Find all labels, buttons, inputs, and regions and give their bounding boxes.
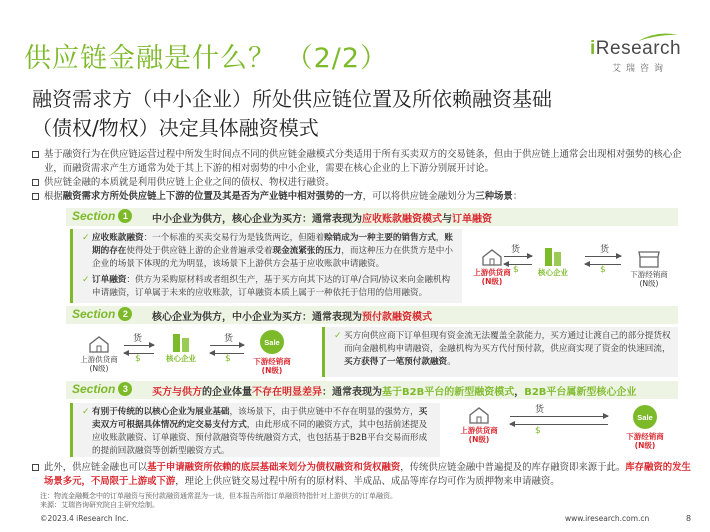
sale-badge-icon (632, 404, 658, 430)
shop-icon (638, 250, 660, 268)
house-icon (481, 248, 503, 266)
core-enterprise-node: 核心企业 (155, 330, 207, 363)
svg-text:Sale: Sale (637, 413, 653, 422)
svg-text:Sale: Sale (264, 338, 280, 347)
check-icon: ✓ (82, 407, 90, 417)
core-enterprise-node: 核心企业 (533, 244, 573, 277)
check-icon: ✓ (82, 233, 90, 243)
logo-swoosh-icon (638, 32, 678, 42)
check-icon: ✓ (82, 275, 90, 285)
page-subtitle: 融资需求方（中小企业）所处供应链位置及所依赖融资基础 （债权/物权）决定具体融资模式 (32, 87, 552, 140)
distributor-node: 下游经销商 (N级) (622, 250, 676, 288)
check-icon: ✓ (334, 331, 342, 341)
page-number: 8 (686, 514, 692, 523)
iresearch-logo: iResearch 艾瑞咨询 (590, 38, 690, 78)
section-2-header: Section 2 核心企业为供方，中小企业为买方：通常表现为预付款融资模式 (66, 306, 678, 324)
footnote: 注：物流金融概念中的订单融资与预付款融资通常混为一谈，但本报告所指订单融资特指针对上游供方的订单融资。 (40, 492, 397, 500)
house-icon (88, 335, 110, 353)
section-1-description: ✓ 应收账款融资：一个标准的买卖交易行为是钱货两讫，但随着赊销成为一种主要的销售方式，账期的存在使得处于供应链上游的企业普遍承受着现金流紧张的压力，而这种压力在供货方是中小企业的场景下体现的尤为明显，该场景下上游供方会基于应收账款申请融资。 ✓ 订单融资：供方为采购原材料或者组织生产，基于买方向其下达的订单/合同/协议来向金融机构申请融资，订单属于未来的应收账款，订单融资本质上属于一种依托于信用的信用融资。 (70, 229, 462, 303)
page-title: 供应链金融是什么？ （2/2） (24, 43, 389, 74)
section-2-description: ✓ 买方向供应商下订单但现有资金流无法覆盖全款能力，买方通过让渡自己的部分提货权而向金融机构申请融资，金融机构为买方代付预付款，供应商实现了资金的快速回流，买方获得了一笔预付款融资。 (322, 327, 678, 377)
section-3-header: Section 3 买方与供方的企业体量不存在明显差异：通常表现为基于B2B平台的新型融资模式，B2B平台属新型核心企业 (66, 381, 678, 399)
house-icon (468, 406, 490, 424)
bullet-4: 此外，供应链金融也可以基于申请融资所依赖的底层基础来划分为债权融资和货权融资，传统供应链金融中普遍提及的库存融资即来源于此。库存融资的发生场景多元，不局限于上游或下游，理论上供应链交易过程中所有的原材料、半成品、成品等库存均可作为质押物来申请融资。 (32, 461, 692, 489)
supplier-node: 上游供货商 (N级) (466, 248, 518, 286)
bullet-1: 基于融资行为在供应链运营过程中所发生时间点不同的供应链金融模式分类适用于所有买卖双方的交易链条，但由于供应链上通常会出现相对强势的核心企业，而融资需求产生方通常为处于其上下游的相对弱势的中小企业，需要在核心企业的上下游分别展开讨论。 (32, 148, 692, 176)
section-3-description: ✓ 有别于传统的以核心企业为展业基础，该场景下，由于供应链中不存在明显的强势方，买卖双方可根据具体情况约定交易支付方式，由此形成不同的融资方式，其中包括前述提及应收账款融资、订单融资、预付款融资等传统融资方式，也包括基于B2B平台交易而形成的提前回款融资等创新型融资方式。 (70, 403, 440, 457)
supplier-node: 上游供货商 (N级) (452, 406, 506, 444)
source-note: 来源：艾瑞咨询研究院自主研究绘制。 (40, 501, 159, 509)
building-icon (169, 330, 193, 352)
distributor-node: Sale 下游经销商 (N级) (244, 329, 300, 375)
building-icon (541, 244, 565, 266)
sale-badge-icon (259, 329, 285, 355)
bullet-2: 供应链金融的本质就是利用供应链上企业之间的债权、物权进行融资。 (32, 176, 692, 190)
website-link[interactable]: www.iresearch.com.cn (565, 514, 650, 523)
distributor-node: Sale 下游经销商 (N级) (616, 404, 674, 450)
supplier-node: 上游供货商 (N级) (74, 335, 124, 373)
section-1-header: Section 1 中小企业为供方，核心企业为买方：通常表现为应收账款融资模式与订单融资 (66, 208, 678, 226)
copyright: ©2023.4 iResearch Inc. (40, 514, 129, 523)
bullet-3: 根据融资需求方所处供应链上下游的位置及其是否为产业链中相对强势的一方，可以将供应链金融划分为三种场景： (32, 190, 692, 204)
